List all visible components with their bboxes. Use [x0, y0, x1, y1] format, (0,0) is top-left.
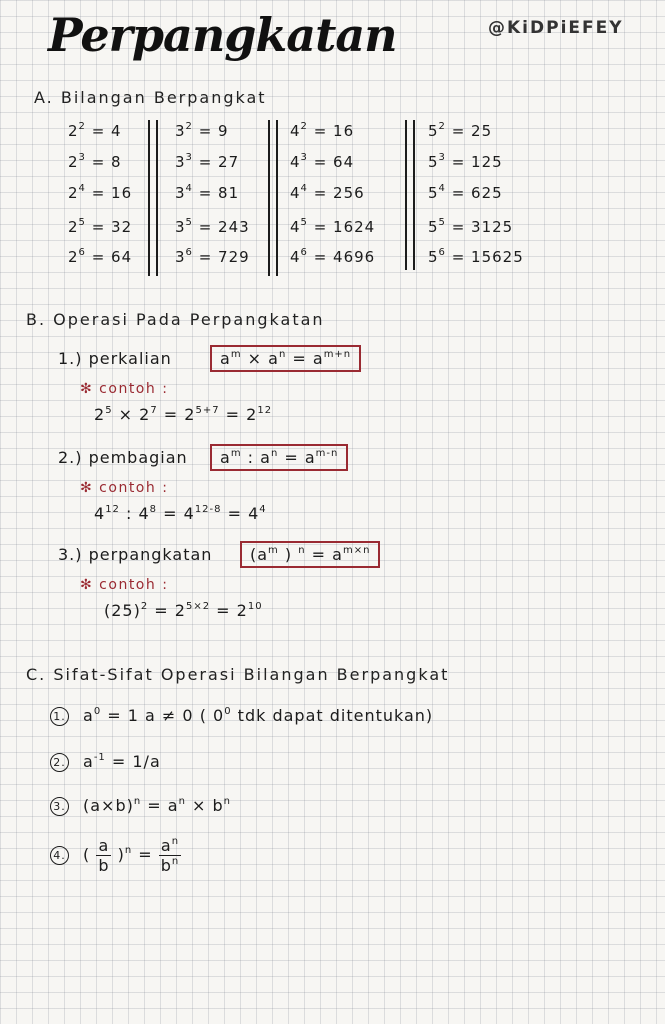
property-exponent: n: [223, 796, 232, 807]
equals-sign: =: [307, 218, 334, 236]
power-entry: [428, 218, 513, 236]
power-base: 3: [175, 248, 186, 266]
power-exponent: 4: [438, 183, 446, 194]
example-operator: ×: [112, 405, 140, 424]
power-entry: [68, 248, 132, 266]
formula-base: a: [260, 448, 271, 467]
power-base: 4: [290, 122, 301, 140]
fraction-numerator: [159, 836, 182, 856]
fraction: [96, 836, 111, 875]
power-base: 4: [290, 218, 301, 236]
power-entry: [68, 122, 122, 140]
formula-exponent: n: [278, 349, 287, 360]
power-value: 64: [111, 248, 133, 266]
power-value: 1624: [333, 218, 376, 236]
power-value: 625: [471, 184, 503, 202]
power-value: 32: [111, 218, 133, 236]
fraction-term: a: [160, 836, 172, 855]
example-base: 2: [174, 601, 186, 620]
power-entry: [428, 122, 492, 140]
power-entry: [175, 248, 250, 266]
power-base: 5: [428, 122, 439, 140]
example-expression: [94, 504, 267, 523]
power-entry: [68, 184, 132, 202]
column-divider: [268, 120, 278, 276]
equals-sign: =: [148, 601, 175, 620]
power-exponent: 3: [438, 152, 446, 163]
power-base: 5: [428, 248, 439, 266]
example-base: 2: [246, 405, 258, 424]
example-exponent: 4: [259, 504, 267, 515]
equals-sign: =: [192, 122, 219, 140]
power-exponent: 5: [300, 217, 308, 228]
formula-base: a: [312, 349, 324, 368]
equals-sign: =: [85, 153, 112, 171]
property-term: × b: [185, 796, 224, 815]
power-base: 2: [68, 153, 79, 171]
formula-exponent: m: [230, 448, 242, 459]
property-row: [50, 706, 433, 726]
example-base: 2: [236, 601, 248, 620]
operation-label: 2.) pembagian: [58, 448, 188, 467]
power-exponent: 5: [185, 217, 193, 228]
power-base: 3: [175, 122, 186, 140]
example-exponent: 12-8: [194, 504, 222, 515]
property-exponent: 0: [224, 706, 232, 717]
section-b-heading: B. Operasi Pada Perpangkatan: [26, 310, 325, 329]
equals-sign: =: [307, 248, 334, 266]
formula-base: a: [220, 349, 231, 368]
power-exponent: 6: [78, 247, 86, 258]
equals-sign: =: [221, 504, 249, 523]
power-value: 64: [333, 153, 355, 171]
property-term: a: [83, 752, 94, 771]
property-exponent: -1: [93, 752, 106, 763]
example-exponent: 2: [140, 601, 149, 612]
power-value: 25: [471, 122, 493, 140]
power-entry: [428, 153, 503, 171]
power-entry: [428, 248, 524, 266]
property-exponent: n: [171, 836, 180, 847]
example-base: 4: [94, 504, 106, 523]
power-exponent: 2: [300, 121, 308, 132]
contoh-label: ✻ contoh :: [80, 480, 169, 496]
example-exponent: 10: [247, 601, 263, 612]
example-base: 4: [183, 504, 195, 523]
power-base: 5: [428, 184, 439, 202]
power-value: 4: [111, 122, 122, 140]
power-base: 2: [68, 184, 79, 202]
power-base: 2: [68, 218, 79, 236]
fraction-term: b: [160, 856, 172, 875]
power-value: 256: [333, 184, 365, 202]
property-note: tdk dapat ditentukan): [231, 706, 434, 725]
equals-sign: =: [192, 153, 219, 171]
power-entry: [68, 218, 132, 236]
example-exponent: 5: [105, 405, 113, 416]
formula-operator: ): [278, 545, 299, 564]
equals-sign: =: [445, 122, 472, 140]
power-base: 5: [428, 218, 439, 236]
equals-sign: =: [307, 184, 334, 202]
equals-sign: =: [307, 122, 334, 140]
example-exponent: 5+7: [195, 405, 220, 416]
property-term: = a: [141, 796, 179, 815]
power-exponent: 6: [438, 247, 446, 258]
equals-sign: =: [85, 218, 112, 236]
power-value: 81: [218, 184, 240, 202]
formula-exponent: m×n: [342, 545, 371, 556]
formula-base: a: [220, 448, 231, 467]
power-value: 27: [218, 153, 240, 171]
power-exponent: 3: [300, 152, 308, 163]
property-exponent: 0: [93, 706, 102, 717]
property-term: (a×b): [83, 796, 134, 815]
example-expression: [94, 405, 272, 424]
formula-box: [210, 345, 361, 372]
equals-sign: =: [157, 504, 184, 523]
formula-base: a: [304, 448, 316, 467]
equals-sign: =: [192, 248, 219, 266]
power-exponent: 3: [78, 152, 86, 163]
power-value: 9: [218, 122, 229, 140]
power-exponent: 4: [185, 183, 193, 194]
power-entry: [175, 122, 229, 140]
equals-sign: =: [132, 845, 159, 864]
power-exponent: 6: [300, 247, 308, 258]
power-base: 2: [68, 122, 79, 140]
power-exponent: 5: [78, 217, 86, 228]
equals-sign: =: [85, 248, 112, 266]
power-entry: [290, 184, 365, 202]
power-exponent: 4: [78, 183, 86, 194]
example-exponent: 5×2: [185, 601, 211, 612]
example-expression: [104, 601, 263, 620]
section-c-heading: C. Sifat-Sifat Operasi Bilangan Berpangkat: [26, 665, 450, 684]
equals-sign: =: [157, 405, 185, 424]
formula-operator: ×: [241, 349, 269, 368]
operation-label: 3.) perpangkatan: [58, 545, 213, 564]
equals-sign: =: [445, 184, 472, 202]
equals-sign: =: [445, 248, 472, 266]
power-value: 243: [218, 218, 250, 236]
power-exponent: 6: [185, 247, 193, 258]
property-exponent: n: [133, 796, 142, 807]
property-term: a: [83, 706, 94, 725]
power-value: 15625: [471, 248, 524, 266]
contoh-label: ✻ contoh :: [80, 577, 169, 593]
power-value: 4696: [333, 248, 376, 266]
formula-exponent: n: [298, 545, 306, 556]
power-exponent: 2: [438, 121, 446, 132]
formula-exponent: n: [270, 448, 279, 459]
power-base: 3: [175, 218, 186, 236]
power-base: 4: [290, 153, 301, 171]
power-exponent: 2: [78, 121, 86, 132]
property-exponent: n: [124, 845, 133, 856]
formula-exponent: m-n: [315, 448, 339, 459]
power-exponent: 3: [185, 152, 193, 163]
power-value: 3125: [471, 218, 514, 236]
power-value: 16: [111, 184, 133, 202]
power-base: 3: [175, 184, 186, 202]
power-entry: [290, 218, 375, 236]
example-base: 4: [138, 504, 150, 523]
equals-sign: =: [85, 122, 112, 140]
formula-exponent: m+n: [323, 349, 352, 360]
property-exponent: n: [171, 856, 180, 867]
formula-base: a: [332, 545, 343, 564]
power-entry: [68, 153, 122, 171]
example-base: 4: [248, 504, 260, 523]
example-exponent: 7: [150, 405, 158, 416]
equals-sign: =: [305, 545, 333, 564]
formula-box: [210, 444, 348, 471]
property-note: a ≠ 0 ( 0: [138, 706, 225, 725]
power-entry: [175, 153, 239, 171]
column-divider: [405, 120, 415, 270]
property-term: = 1/a: [105, 752, 161, 771]
equals-sign: =: [278, 448, 305, 467]
formula-exponent: m: [230, 349, 242, 360]
power-base: 3: [175, 153, 186, 171]
equals-sign: =: [192, 218, 219, 236]
example-operator: :: [119, 504, 139, 523]
fraction: [159, 836, 182, 875]
example-exponent: 12: [257, 405, 273, 416]
example-base: 2: [139, 405, 151, 424]
number-circle: 3.: [50, 797, 69, 816]
column-divider: [148, 120, 158, 276]
equals-sign: =: [307, 153, 334, 171]
equals-sign: =: [445, 218, 472, 236]
power-exponent: 2: [185, 121, 193, 132]
equals-sign: =: [85, 184, 112, 202]
section-a-heading: A. Bilangan Berpangkat: [34, 88, 267, 107]
power-entry: [175, 184, 239, 202]
equals-sign: =: [219, 405, 247, 424]
example-exponent: 12: [105, 504, 120, 515]
power-entry: [290, 122, 354, 140]
power-entry: [290, 153, 354, 171]
paren: ): [111, 845, 125, 864]
fraction-denominator: [159, 856, 182, 875]
power-base: 4: [290, 248, 301, 266]
example-base: 2: [94, 405, 106, 424]
example-exponent: 8: [149, 504, 158, 515]
equals-sign: =: [210, 601, 237, 620]
formula-box: [240, 541, 380, 568]
page-title: Perpangkatan: [48, 8, 397, 62]
formula-base: a: [268, 349, 279, 368]
power-base: 4: [290, 184, 301, 202]
example-base: (25): [104, 601, 141, 620]
power-base: 5: [428, 153, 439, 171]
equals-sign: =: [445, 153, 472, 171]
power-entry: [290, 248, 375, 266]
power-exponent: 5: [438, 217, 446, 228]
number-circle: 2.: [50, 753, 69, 772]
power-value: 8: [111, 153, 122, 171]
power-value: 729: [218, 248, 250, 266]
power-base: 2: [68, 248, 79, 266]
formula-base: (a: [250, 545, 269, 564]
number-circle: 1.: [50, 707, 69, 726]
operation-label: 1.) perkalian: [58, 349, 172, 368]
property-term: = 1: [101, 706, 139, 725]
formula-exponent: m: [268, 545, 279, 556]
property-row: [50, 836, 181, 875]
power-value: 16: [333, 122, 355, 140]
power-entry: [428, 184, 503, 202]
fraction-numerator: a: [96, 836, 111, 856]
property-row: [50, 752, 161, 772]
contoh-label: ✻ contoh :: [80, 381, 169, 397]
power-exponent: 4: [300, 183, 308, 194]
formula-operator: :: [241, 448, 261, 467]
property-row: [50, 796, 231, 816]
equals-sign: =: [192, 184, 219, 202]
author-handle: @KiDPiEFEY: [488, 18, 624, 38]
number-circle: 4.: [50, 846, 69, 865]
power-entry: [175, 218, 250, 236]
paren: (: [83, 845, 97, 864]
equals-sign: =: [286, 349, 313, 368]
power-value: 125: [471, 153, 503, 171]
example-base: 2: [184, 405, 196, 424]
property-exponent: n: [178, 796, 186, 807]
fraction-denominator: b: [98, 856, 110, 875]
